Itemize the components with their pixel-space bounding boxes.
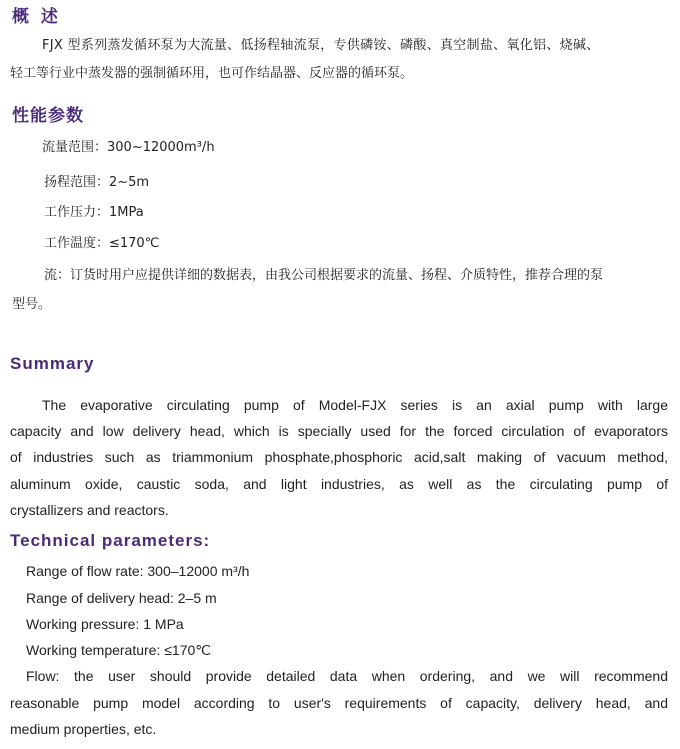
- tech-work-pressure: Working pressure: 1 MPa: [26, 616, 184, 632]
- summary-title: Summary: [10, 354, 95, 373]
- summary-line: crystallizers and reactors.: [10, 502, 169, 518]
- tech-head-range: Range of delivery head: 2–5 m: [26, 590, 217, 606]
- summary-line: The evaporative circulating pump of Model-FJX series is an axial pump with large: [42, 397, 668, 413]
- tech-params-title: Technical parameters:: [10, 531, 211, 550]
- tech-flow-range: Range of flow rate: 300–12000 m³/h: [26, 563, 250, 579]
- cn-flow-range: 流量范围：300~12000m³/h: [42, 140, 215, 155]
- tech-flow-note-line: medium properties, etc.: [10, 721, 157, 737]
- cn-work-temperature: 工作温度：≤170℃: [44, 236, 160, 251]
- cn-head-range: 扬程范围：2~5m: [44, 175, 150, 190]
- cn-overview-paragraph-line1: FJX 型系列蒸发循环泵为大流量、低扬程轴流泵，专供磷铵、磷酸、真空制盐、氧化铝、烧碱、: [42, 38, 600, 53]
- cn-params-title: 性能参数: [12, 106, 84, 126]
- summary-line: of industries such as triammonium phosphate,phosphoric acid,salt making of vacuum method,: [10, 449, 668, 465]
- cn-work-pressure: 工作压力：1MPa: [44, 205, 144, 220]
- tech-flow-note-line: Flow: the user should provide detailed data when ordering, and we will recommend: [26, 668, 668, 684]
- cn-overview-paragraph-line2: 轻工等行业中蒸发器的强制循环用，也可作结晶器、反应器的循环泵。: [10, 66, 414, 81]
- cn-overview-title: 概 述: [12, 7, 61, 27]
- summary-line: aluminum oxide, caustic soda, and light industries, as well as the circulating pump of: [10, 476, 668, 492]
- tech-work-temperature: Working temperature: ≤170℃: [26, 642, 212, 658]
- cn-note-line1: 流：订货时用户应提供详细的数据表，由我公司根据要求的流量、扬程、介质特性，推荐合理的泵: [44, 268, 604, 283]
- tech-flow-note-line: reasonable pump model according to user's requirements of capacity, delivery head, and: [10, 695, 668, 711]
- cn-note-line2: 型号。: [12, 297, 52, 312]
- summary-line: capacity and low delivery head, which is specially used for the forced circulation of evaporators: [10, 423, 668, 439]
